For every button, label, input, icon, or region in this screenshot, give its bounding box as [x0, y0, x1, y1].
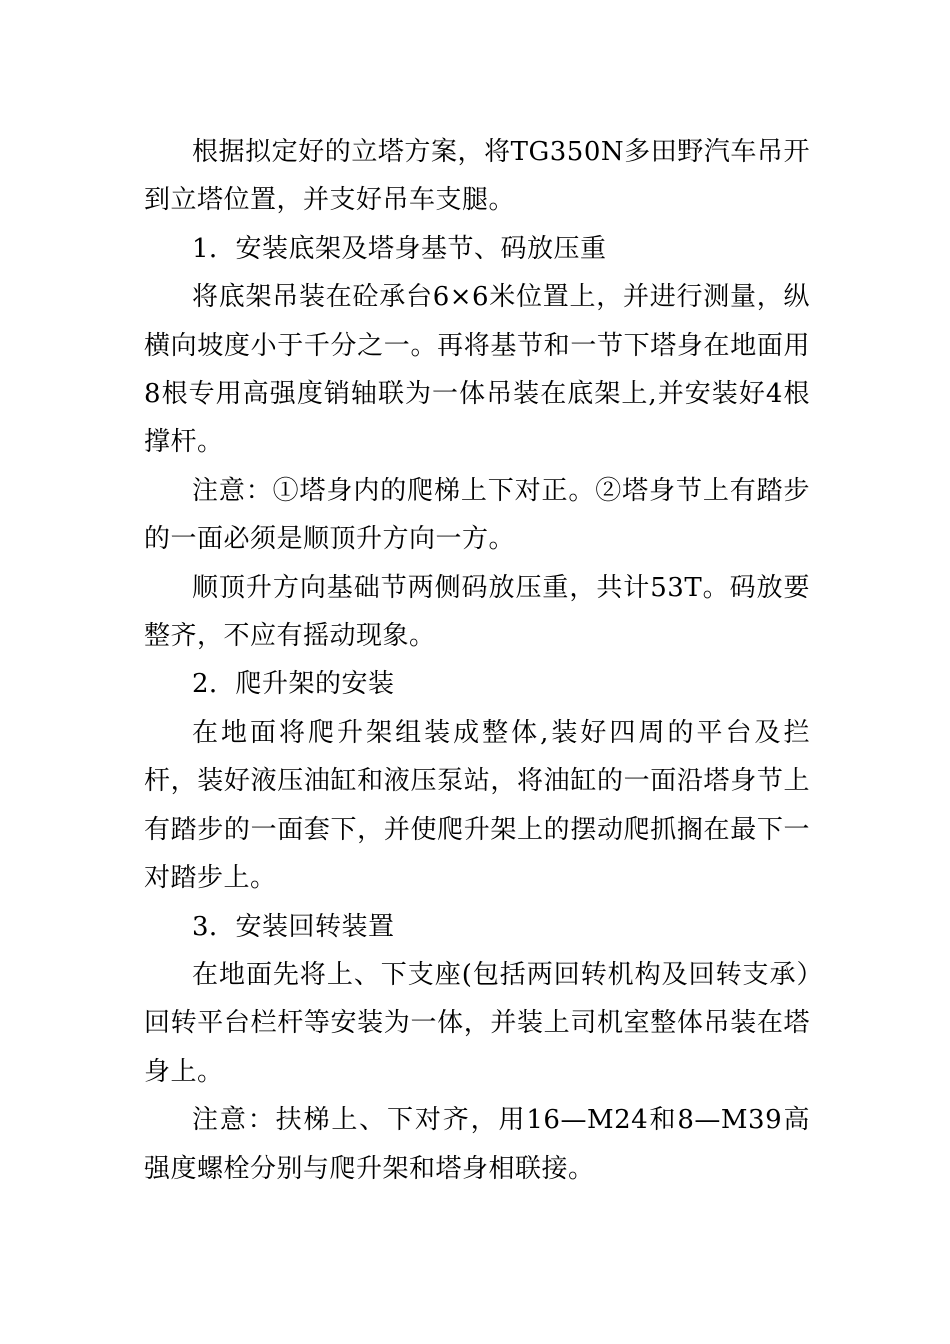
paragraph-note-bolts: 注意：扶梯上、下对齐，用16—M24和8—M39高强度螺栓分别与爬升架和塔身相联接。: [144, 1105, 810, 1184]
paragraph-base-install: 将底架吊装在砼承台6×6米位置上，并进行测量，纵横向坡度小于千分之一。再将基节和一节下塔身在地面用8根专用高强度销轴联为一体吊装在底架上,并安装好4根撑杆。: [144, 282, 810, 458]
paragraph-climbing-frame: 在地面将爬升架组装成整体,装好四周的平台及拦杆，装好液压油缸和液压泵站，将油缸的一面沿塔身节上有踏步的一面套下，并使爬升架上的摆动爬抓搁在最下一对踏步上。: [144, 717, 810, 894]
paragraph-ballast: 顺顶升方向基础节两侧码放压重，共计53T。码放要整齐，不应有摇动现象。: [144, 572, 810, 652]
document-body: [144, 128, 810, 1193]
paragraph-slewing-assembly: 在地面先将上、下支座(包括两回转机构及回转支承）回转平台栏杆等安装为一体，并装上司机室整体吊装在塔身上。: [144, 959, 810, 1087]
section-heading-1: 1．安装底架及塔身基节、码放压重: [192, 233, 607, 264]
section-heading-2: 2．爬升架的安装: [192, 669, 395, 700]
paragraph-crane-setup: 根据拟定好的立塔方案，将TG350N多田野汽车吊开到立塔位置，并支好吊车支腿。: [144, 137, 810, 216]
section-heading-3: 3．安装回转装置: [192, 911, 395, 942]
paragraph-note-ladder: 注意：①塔身内的爬梯上下对正。②塔身节上有踏步的一面必须是顺顶升方向一方。: [144, 475, 810, 555]
